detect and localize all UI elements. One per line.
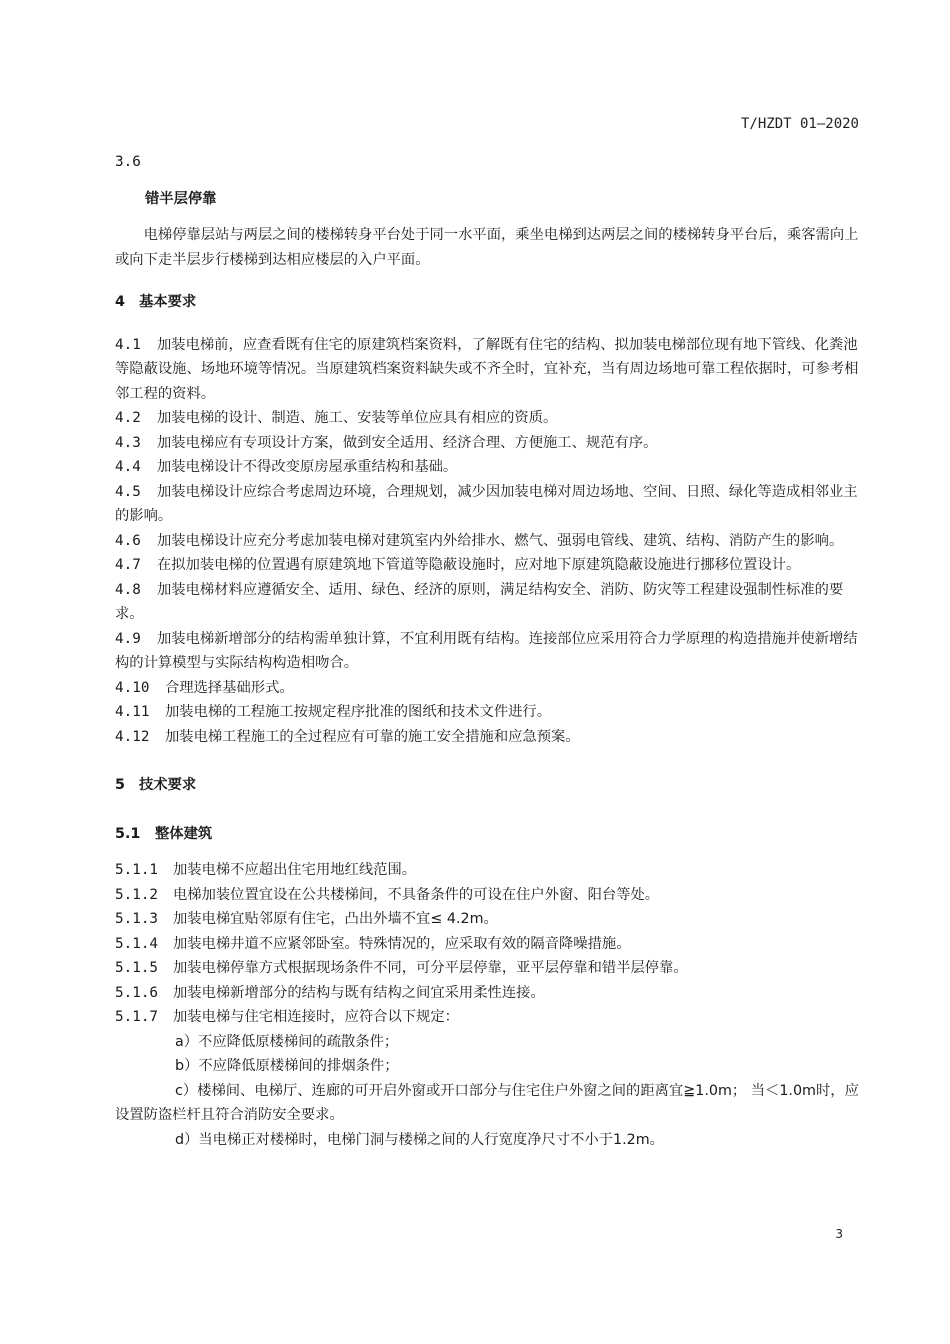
clause-item	[115, 956, 861, 981]
clause-item-text: 加装电梯的工程施工按规定程序批准的图纸和技术文件进行。	[165, 704, 552, 720]
clause-item-number: 4.1	[115, 336, 141, 353]
section-4-list	[115, 333, 861, 750]
clause-item	[115, 932, 861, 957]
clause-item-text: 加装电梯应有专项设计方案，做到安全适用、经济合理、方便施工、规范有序。	[157, 434, 658, 451]
term-definition: 电梯停靠层站与两层之间的楼梯转身平台处于同一水平面，乘坐电梯到达两层之间的楼梯转身平台后，乘客需向上或向下走半层步行楼梯到达相应楼层的入户平面。	[115, 227, 859, 268]
subsection-5-1-title: 整体建筑	[155, 825, 213, 842]
clause-item-number: 4.10	[115, 679, 150, 696]
term-title: 错半层停靠	[145, 190, 217, 207]
section-4-heading	[115, 290, 861, 315]
clause-item-number: 4.4	[115, 459, 141, 475]
section-4-number: 4	[115, 294, 125, 310]
term-number: 3.6	[115, 154, 141, 170]
clause-item-text: 加装电梯前，应查看既有住宅的原建筑档案资料，了解既有住宅的结构、拟加装电梯部位现有地下管线、化粪池等隐蔽设施、场地环境等情况。当原建筑档案资料缺失或不齐全时，宜补充，当有周边场地可靠工程依据时，可参考相邻工程的资料。	[115, 336, 859, 402]
clause-item-number: 4.2	[115, 410, 141, 426]
clause-item-text: 合理选择基础形式。	[165, 679, 294, 696]
section-4-title: 基本要求	[139, 294, 197, 310]
clause-item	[115, 455, 861, 480]
clause-item	[115, 676, 861, 701]
clause-item	[115, 529, 861, 554]
clause-item-text: 加装电梯工程施工的全过程应有可靠的施工安全措施和应急预案。	[165, 728, 580, 745]
clause-item	[115, 883, 861, 908]
clause-item	[115, 627, 861, 676]
clause-item-text: 加装电梯停靠方式根据现场条件不同，可分平层停靠，亚平层停靠和错半层停靠。	[173, 960, 688, 976]
clause-item-text: 加装电梯新增部分的结构与既有结构之间宜采用柔性连接。	[173, 984, 545, 1001]
clause-item-text: 在拟加装电梯的位置遇有原建筑地下管道等隐蔽设施时，应对地下原建筑隐蔽设施进行挪移位置设计。	[157, 557, 801, 573]
clause-item-number: 4.7	[115, 557, 141, 573]
clause-item	[115, 431, 861, 456]
sub-clause-item: a）不应降低原楼梯间的疏散条件；	[175, 1033, 399, 1050]
sub-clause-item: d）当电梯正对楼梯时，电梯门洞与楼梯之间的人行宽度净尺寸不小于1.2m。	[175, 1131, 664, 1148]
clause-item-number: 4.3	[115, 434, 141, 451]
clause-item-number: 4.9	[115, 630, 141, 647]
clause-item-number: 5.1.5	[115, 960, 159, 976]
clause-item-number: 4.12	[115, 728, 150, 745]
clause-5-1-7-sub-list	[115, 1030, 861, 1153]
section-5-1-list	[115, 858, 861, 1030]
document-code: T/HZDT 01—2020	[740, 116, 859, 132]
clause-item-text: 加装电梯的设计、制造、施工、安装等单位应具有相应的资质。	[157, 410, 558, 426]
clause-item	[115, 553, 861, 578]
section-5-heading	[115, 773, 861, 798]
clause-item-number: 4.8	[115, 581, 141, 598]
clause-item-number: 4.6	[115, 532, 141, 549]
clause-item-number: 5.1.7	[115, 1009, 159, 1025]
clause-item-text: 加装电梯设计应充分考虑加装电梯对建筑室内外给排水、燃气、强弱电管线、建筑、结构、消防产生的影响。	[157, 532, 844, 549]
clause-item	[115, 725, 861, 750]
clause-item-text: 加装电梯不应超出住宅用地红线范围。	[173, 862, 417, 878]
clause-item-number: 5.1.3	[115, 911, 159, 927]
clause-item	[115, 333, 861, 407]
subsection-5-1-heading	[115, 822, 861, 847]
clause-item	[115, 907, 861, 932]
clause-item-text: 加装电梯设计不得改变原房屋承重结构和基础。	[157, 459, 458, 475]
clause-item-text: 加装电梯材料应遵循安全、适用、绿色、经济的原则，满足结构安全、消防、防灾等工程建设强制性标准的要求。	[115, 581, 844, 622]
clause-item	[115, 578, 861, 627]
clause-item-number: 5.1.4	[115, 935, 159, 952]
clause-item-text: 电梯加装位置宜设在公共楼梯间，不具备条件的可设在住户外窗、阳台等处。	[173, 886, 660, 903]
clause-item	[115, 406, 861, 431]
clause-item	[115, 981, 861, 1006]
clause-item	[115, 480, 861, 529]
clause-item	[115, 700, 861, 725]
sub-clause-item: b）不应降低原楼梯间的排烟条件；	[175, 1058, 399, 1074]
clause-item-number: 4.11	[115, 704, 150, 720]
clause-item-number: 5.1.2	[115, 886, 159, 903]
page-number: 3	[835, 1227, 843, 1241]
clause-item	[115, 858, 861, 883]
clause-item-text: 加装电梯新增部分的结构需单独计算，不宜利用既有结构。连接部位应采用符合力学原理的构造措施并使新增结构的计算模型与实际结构构造相吻合。	[115, 630, 858, 671]
clause-item-number: 4.5	[115, 483, 141, 500]
clause-item-number: 5.1.1	[115, 862, 159, 878]
section-5-number: 5	[115, 777, 125, 793]
section-5-title: 技术要求	[139, 777, 197, 793]
subsection-5-1-number: 5.1	[115, 825, 141, 842]
clause-item-text: 加装电梯与住宅相连接时，应符合以下规定：	[173, 1009, 459, 1025]
clause-item-text: 加装电梯宜贴邻原有住宅，凸出外墙不宜≤ 4.2m。	[173, 911, 498, 927]
page-content	[115, 150, 861, 1152]
sub-clause-item: c）楼梯间、电梯厅、连廊的可开启外窗或开口部分与住宅住户外窗之间的距离宜≧1.0m； 当＜1.0m时，应设置防盗栏杆且符合消防安全要求。	[115, 1082, 859, 1123]
clause-item-text: 加装电梯设计应综合考虑周边环境，合理规划，减少因加装电梯对周边场地、空间、日照、绿化等造成相邻业主的影响。	[115, 483, 858, 524]
clause-item-text: 加装电梯井道不应紧邻卧室。特殊情况的，应采取有效的隔音降噪措施。	[173, 935, 631, 952]
clause-item	[115, 1005, 861, 1030]
clause-item-number: 5.1.6	[115, 984, 159, 1001]
